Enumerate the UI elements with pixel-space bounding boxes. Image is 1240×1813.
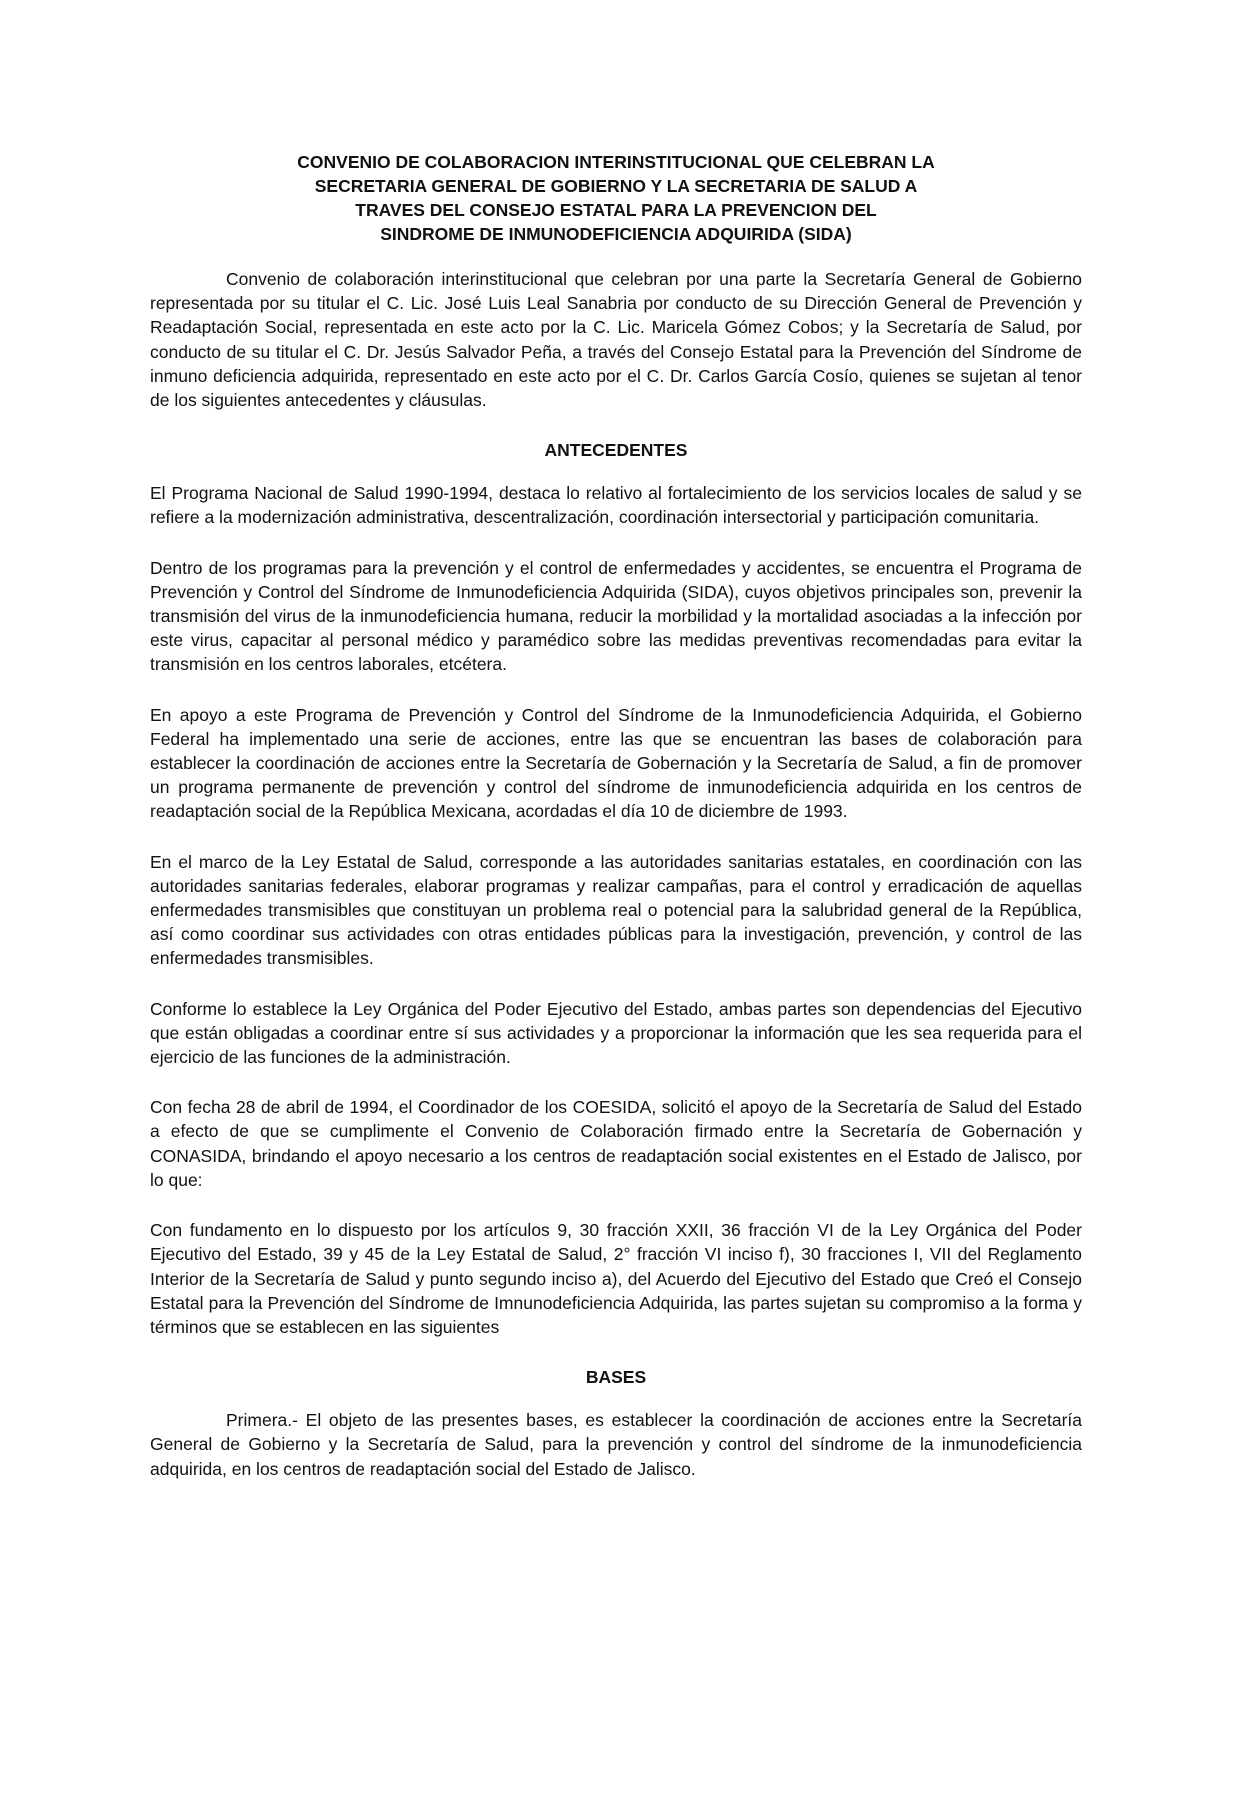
bases-heading: BASES <box>585 1367 647 1388</box>
antecedentes-paragraph: Con fecha 28 de abril de 1994, el Coordinador de los COESIDA, solicitó el apoyo de la Secretaría de Salud del Estado a efecto de que se cumplimente el Convenio de Colaboración firmado entre la Secretaría de Gobernación y CONASIDA, brindando el apoyo necesario a los centros de readaptación social existentes en el Estado de Jalisco, por lo que: <box>150 1097 1082 1190</box>
antecedentes-paragraph: Dentro de los programas para la prevención y el control de enfermedades y accidentes, se encuentra el Programa de Prevención y Control del Síndrome de Inmunodeficiencia Adquirida (SIDA), cuyos objetivos principales son, prevenir la transmisión del virus de la inmunodeficiencia humana, reducir la morbilidad y la mortalidad asociadas a la infección por este virus, capacitar al personal médico y paramédico sobre las medidas preventivas recomendadas para evitar la transmisión en los centros laborales, etcétera. <box>150 557 1082 675</box>
title-line: TRAVES DEL CONSEJO ESTATAL PARA LA PREVENCION DEL <box>355 200 877 220</box>
document-page <box>150 150 1082 1507</box>
antecedentes-paragraph: Conforme lo establece la Ley Orgánica del Poder Ejecutivo del Estado, ambas partes son dependencias del Ejecutivo que están obligadas a coordinar entre sí sus actividades y a proporcionar la información que les sea requerida para el ejercicio de las funciones de la administración. <box>150 998 1082 1068</box>
intro-paragraph: Convenio de colaboración interinstitucional que celebran por una parte la Secretaría General de Gobierno representada por su titular el C. Lic. José Luis Leal Sanabria por conducto de su Dirección General de Prevención y Readaptación Social, representada en este acto por la C. Lic. Maricela Gómez Cobos; y la Secretaría de Salud, por conducto de su titular el C. Dr. Jesús Salvador Peña, a través del Consejo Estatal para la Prevención del Síndrome de inmuno deficiencia adquirida, representado en este acto por el C. Dr. Carlos García Cosío, quienes se sujetan al tenor de los siguientes antecedentes y cláusulas. <box>150 269 1082 411</box>
title-line: SECRETARIA GENERAL DE GOBIERNO Y LA SECRETARIA DE SALUD A <box>314 176 918 196</box>
title-line: SINDROME DE INMUNODEFICIENCIA ADQUIRIDA (SIDA) <box>380 224 852 244</box>
document-title <box>150 150 1082 246</box>
bases-paragraph: Primera.- El objeto de las presentes bases, es establecer la coordinación de acciones entre la Secretaría General de Gobierno y la Secretaría de Salud, para la prevención y control del síndrome de la inmunodeficiencia adquirida, en los centros de readaptación social del Estado de Jalisco. <box>150 1410 1082 1479</box>
antecedentes-paragraph: El Programa Nacional de Salud 1990-1994, destaca lo relativo al fortalecimiento de los servicios locales de salud y se refiere a la modernización administrativa, descentralización, coordinación intersectorial y participación comunitaria. <box>150 483 1082 528</box>
antecedentes-heading: ANTECEDENTES <box>544 440 688 461</box>
antecedentes-paragraph: Con fundamento en lo dispuesto por los artículos 9, 30 fracción XXII, 36 fracción VI de la Ley Orgánica del Poder Ejecutivo del Estado, 39 y 45 de la Ley Estatal de Salud, 2° fracción VI inciso f), 30 fracciones I, VII del Reglamento Interior de la Secretaría de Salud y punto segundo inciso a), del Acuerdo del Ejecutivo del Estado que Creó el Consejo Estatal para la Prevención del Síndrome de Imnunodeficiencia Adquirida, las partes sujetan su compromiso a la forma y términos que se establecen en las siguientes <box>150 1220 1082 1337</box>
title-line: CONVENIO DE COLABORACION INTERINSTITUCIONAL QUE CELEBRAN LA <box>297 152 935 172</box>
antecedentes-paragraph: En apoyo a este Programa de Prevención y Control del Síndrome de la Inmunodeficiencia Adquirida, el Gobierno Federal ha implementado una serie de acciones, entre las que se encuentran las bases de colaboración para establecer la coordinación de acciones entre la Secretaría de Gobernación y la Secretaría de Salud, a fin de promover un programa permanente de prevención y control del síndrome de inmunodeficiencia adquirida en los centros de readaptación social de la República Mexicana, acordadas el día 10 de diciembre de 1993. <box>150 704 1082 822</box>
antecedentes-paragraph: En el marco de la Ley Estatal de Salud, corresponde a las autoridades sanitarias estatales, en coordinación con las autoridades sanitarias federales, elaborar programas y realizar campañas, para el control y erradicación de aquellas enfermedades transmisibles que constituyan un problema real o potencial para la salubridad general de la República, así como coordinar sus actividades con otras entidades públicas para la investigación, prevención, y control de las enfermedades transmisibles. <box>150 851 1082 969</box>
